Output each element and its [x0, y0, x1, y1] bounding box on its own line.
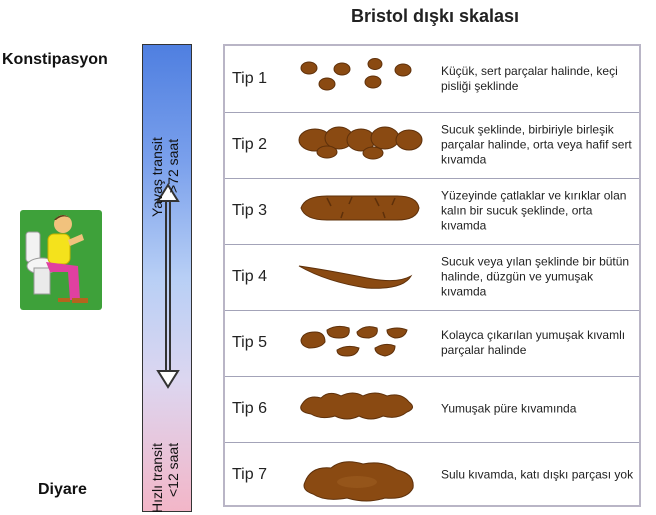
row-label: Tip 6: [232, 400, 267, 417]
row-description: Sulu kıvamda, katı dışkı parçası yok: [441, 467, 634, 482]
slow-transit-text: Yavaş transit: [149, 137, 165, 217]
diarrhea-label: Diyare: [38, 481, 87, 498]
stool-type-2-icon: [297, 118, 427, 172]
bristol-scale-table: [223, 44, 641, 507]
row-description: Kolayca çıkarılan yumuşak kıvamlı parçalar halinde: [441, 328, 626, 357]
fast-transit-text: Hızlı transit: [149, 442, 165, 513]
fast-transit-time: <12 saat: [165, 442, 181, 497]
row-description: Küçük, sert parçalar halinde, keçi pisliği şeklinde: [441, 64, 618, 93]
stool-type-6-icon: [297, 382, 427, 436]
row-label: Tip 1: [232, 70, 267, 87]
row-label: Tip 2: [232, 136, 267, 153]
page-title: Bristol dışkı skalası: [350, 6, 520, 26]
table-row-tip-6: [225, 376, 639, 443]
stool-type-7-icon: [297, 448, 427, 508]
row-description: Sucuk şeklinde, birbiriyle birleşik parçalar halinde, orta veya hafif sert kıvamda: [441, 122, 632, 167]
row-description: Yüzeyinde çatlaklar ve kırıklar olan kalın bir sucuk şeklinde, orta kıvamda: [441, 188, 627, 233]
row-label: Tip 5: [232, 334, 267, 351]
stool-type-3-icon: [297, 184, 427, 238]
toilet-person-icon: [20, 210, 102, 310]
table-row-tip-2: [225, 112, 639, 179]
row-description: Yumuşak püre kıvamında: [441, 401, 577, 416]
row-label: Tip 7: [232, 466, 267, 483]
slow-transit-label: [149, 137, 181, 217]
table-row-tip-4: [225, 244, 639, 311]
fast-transit-label: [149, 443, 181, 513]
constipation-label: Konstipasyon: [2, 51, 108, 68]
table-row-tip-5: [225, 310, 639, 377]
stool-type-1-icon: [297, 52, 427, 106]
table-row-tip-7: [225, 442, 639, 508]
stool-type-4-icon: [297, 250, 427, 304]
table-row-tip-1: [225, 46, 639, 113]
row-label: Tip 4: [232, 268, 267, 285]
table-row-tip-3: [225, 178, 639, 245]
row-label: Tip 3: [232, 202, 267, 219]
stool-type-5-icon: [297, 316, 427, 370]
slow-transit-time: >72 saat: [165, 138, 181, 193]
transit-time-bar: [142, 44, 192, 512]
row-description: Sucuk veya yılan şeklinde bir bütün halinde, düzgün ve yumuşak kıvamda: [441, 254, 630, 299]
toilet-person-illustration: [20, 210, 102, 310]
